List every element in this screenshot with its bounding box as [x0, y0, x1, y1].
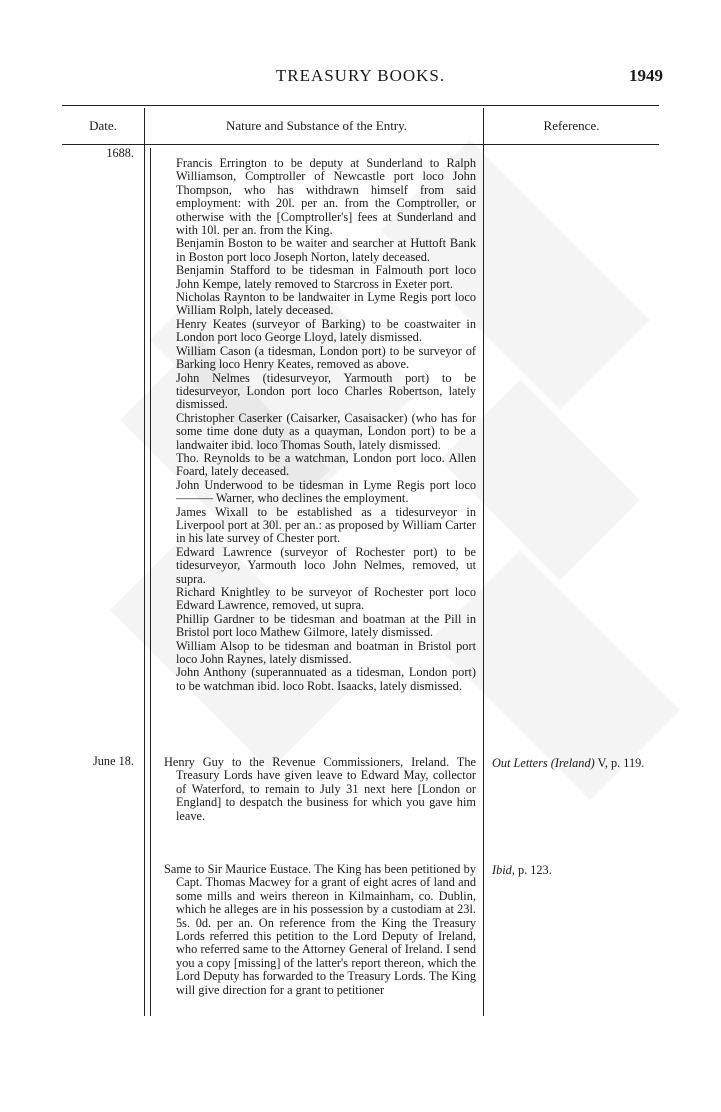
reference-guy-page: V, p. 119.	[594, 756, 645, 770]
column-header-date: Date.	[89, 118, 117, 133]
entry-paragraph: William Alsop to be tidesman and boatman in Bristol port loco John Raynes, lately dismissed.	[176, 638, 476, 667]
entry-paragraph: Tho. Reynolds to be a watchman, London port loco. Allen Foard, lately deceased.	[176, 450, 476, 479]
column-divider-right	[483, 108, 484, 1016]
entry-guy-block	[164, 756, 476, 823]
column-header-entry: Nature and Substance of the Entry.	[225, 118, 408, 133]
entry-paragraph: Benjamin Boston to be waiter and searcher at Huttoft Bank in Boston port loco Joseph Norton, lately deceased.	[176, 236, 476, 264]
entry-eustace-block	[164, 863, 476, 997]
entry-paragraph: Henry Keates (surveyor of Barking) to be coastwaiter in London port loco George Lloyd, lately dismissed.	[176, 316, 476, 345]
entry-paragraph: Christopher Caserker (Caisarker, Casaisacker) (who has for some time done duty as a quayman, London port) to be a landwaiter ibid. loco Thomas South, lately dismissed.	[176, 410, 476, 452]
entry-paragraph: John Nelmes (tidesurveyor, Yarmouth port) to be tidesurveyor, London port loco Charles Robertson, lately dismissed.	[176, 370, 476, 412]
column-header-reference: Reference.	[543, 118, 600, 133]
entry-paragraph: John Underwood to be tidesman in Lyme Regis port loco ——— Warner, who declines the employment.	[176, 477, 476, 506]
entry-paragraph: William Cason (a tidesman, London port) to be surveyor of Barking loco Henry Keates, removed as above.	[176, 343, 476, 372]
table-top-rule	[62, 105, 659, 106]
page-number: 1949	[629, 66, 663, 85]
reference-guy-title: Out Letters (Ireland)	[492, 756, 595, 770]
reference-eustace-page: , p. 123.	[511, 863, 552, 877]
date-year: 1688.	[106, 146, 134, 160]
reference-eustace	[492, 864, 670, 877]
entry-paragraph: Edward Lawrence (surveyor of Rochester port) to be tidesurveyor, Yarmouth loco John Nelmes, removed, ut supra.	[176, 544, 476, 586]
date-june-18: June 18.	[93, 754, 134, 768]
reference-guy	[492, 757, 670, 770]
page-title: TREASURY BOOKS.	[275, 66, 446, 85]
column-divider-left-inner	[150, 148, 151, 1016]
reference-eustace-title: Ibid	[492, 863, 512, 877]
table-header-rule	[62, 144, 659, 145]
entry-paragraph: James Wixall to be established as a tidesurveyor in Liverpool port at 30l. per an.: as proposed by William Carter in his late survey of Chester port.	[176, 504, 476, 546]
entry-paragraph: John Anthony (superannuated as a tidesman, London port) to be watchman ibid. loco Robt. Isaacks, lately dismissed.	[176, 665, 476, 693]
entry-paragraph: Richard Knightley to be surveyor of Rochester port loco Edward Lawrence, removed, ut supra.	[176, 585, 476, 613]
entry-paragraph: Francis Errington to be deputy at Sunderland to Ralph Williamson, Comptroller of Newcastle port loco John Thompson, who has withdrawn himself from said employment: with 20l. per an. from the Comptroller, or otherwise with the [Comptroller's] fees at Sunderland and with 10l. per an. from the King.	[176, 156, 476, 238]
entry-paragraph: Nicholas Raynton to be landwaiter in Lyme Regis port loco William Rolph, lately deceased.	[176, 290, 476, 318]
entry-paragraph-guy: Henry Guy to the Revenue Commissioners, Ireland. The Treasury Lords have given leave to Edward May, collector of Waterford, to remain to July 31 next here [London or England] to despatch the business for which you gave him leave.	[164, 755, 476, 823]
column-divider-left	[144, 108, 145, 1016]
entry-paragraph: Benjamin Stafford to be tidesman in Falmouth port loco John Kempe, lately removed to Starcross in Exeter port.	[176, 263, 476, 291]
entry-column	[164, 157, 476, 693]
entry-paragraph-eustace: Same to Sir Maurice Eustace. The King has been petitioned by Capt. Thomas Macwey for a grant of eight acres of land and some mills and weirs thereon in Kilmainham, co. Dublin, which he alleges are in his possession by a custodiam at 23l. 5s. 0d. per an. On reference from the King the Treasury Lords referred this petition to the Lord Deputy of Ireland, who referred same to the Attorney General of Ireland. I send you a copy [missing] of the latter's report thereon, which the Lord Deputy has forwarded to the Treasury Lords. The King will give direction for a grant to petitioner	[164, 862, 476, 997]
running-head	[0, 66, 721, 90]
entry-paragraph: Phillip Gardner to be tidesman and boatman at the Pill in Bristol port loco Mathew Gilmore, lately dismissed.	[176, 611, 476, 640]
